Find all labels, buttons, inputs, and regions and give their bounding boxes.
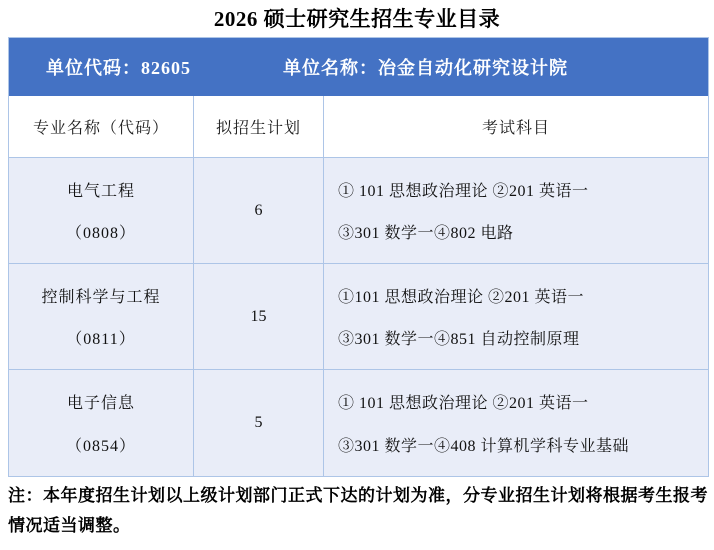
table-row-2-major-cell bbox=[9, 370, 194, 476]
table-row-1-major-cell bbox=[9, 264, 194, 370]
table-row-0-major-cell bbox=[9, 158, 194, 264]
major-code: （0808） bbox=[65, 225, 136, 243]
subjects-line2: ③301 数学一④802 电路 bbox=[338, 225, 514, 243]
major-name: 电子信息 bbox=[66, 395, 135, 412]
subjects-line1: ① 101 思想政治理论 ②201 英语一 bbox=[338, 395, 589, 412]
subjects-line2: ③301 数学一④851 自动控制原理 bbox=[338, 331, 580, 349]
table-row-1-subjects-cell bbox=[324, 264, 708, 370]
subjects-line2: ③301 数学一④408 计算机学科专业基础 bbox=[338, 438, 630, 455]
table-row-2-plan-cell: 5 bbox=[194, 370, 324, 476]
unit-name-label: 单位名称： bbox=[283, 58, 378, 78]
major-name: 控制科学与工程 bbox=[41, 288, 161, 306]
major-code: （0811） bbox=[66, 331, 136, 349]
header-major: 专业名称（代码） bbox=[9, 96, 194, 158]
subjects-line1: ①101 思想政治理论 ②201 英语一 bbox=[338, 288, 585, 306]
unit-info-banner bbox=[9, 38, 708, 96]
header-subjects: 考试科目 bbox=[324, 96, 708, 158]
admissions-table bbox=[8, 37, 709, 477]
table-row-0-subjects-cell bbox=[324, 158, 708, 264]
unit-name-value: 冶金自动化研究设计院 bbox=[378, 58, 568, 78]
footnote: 注：本年度招生计划以上级计划部门正式下达的计划为准，分专业招生计划将根据考生报考情况适当调整。 bbox=[8, 486, 708, 535]
table-row-2-subjects-cell bbox=[324, 370, 708, 476]
unit-name bbox=[283, 54, 568, 80]
header-plan: 拟招生计划 bbox=[194, 96, 324, 158]
table-grid bbox=[9, 96, 708, 476]
subjects-line1: ① 101 思想政治理论 ②201 英语一 bbox=[338, 182, 589, 200]
table-row-1-plan-cell: 15 bbox=[194, 264, 324, 370]
unit-code-value: 82605 bbox=[141, 58, 191, 78]
unit-code-label: 单位代码： bbox=[46, 58, 141, 78]
table-row-0-plan-cell: 6 bbox=[194, 158, 324, 264]
major-name: 电气工程 bbox=[66, 182, 135, 200]
page-title: 2026 硕士研究生招生专业目录 bbox=[213, 7, 501, 31]
major-code: （0854） bbox=[65, 438, 136, 455]
unit-code bbox=[46, 54, 191, 80]
